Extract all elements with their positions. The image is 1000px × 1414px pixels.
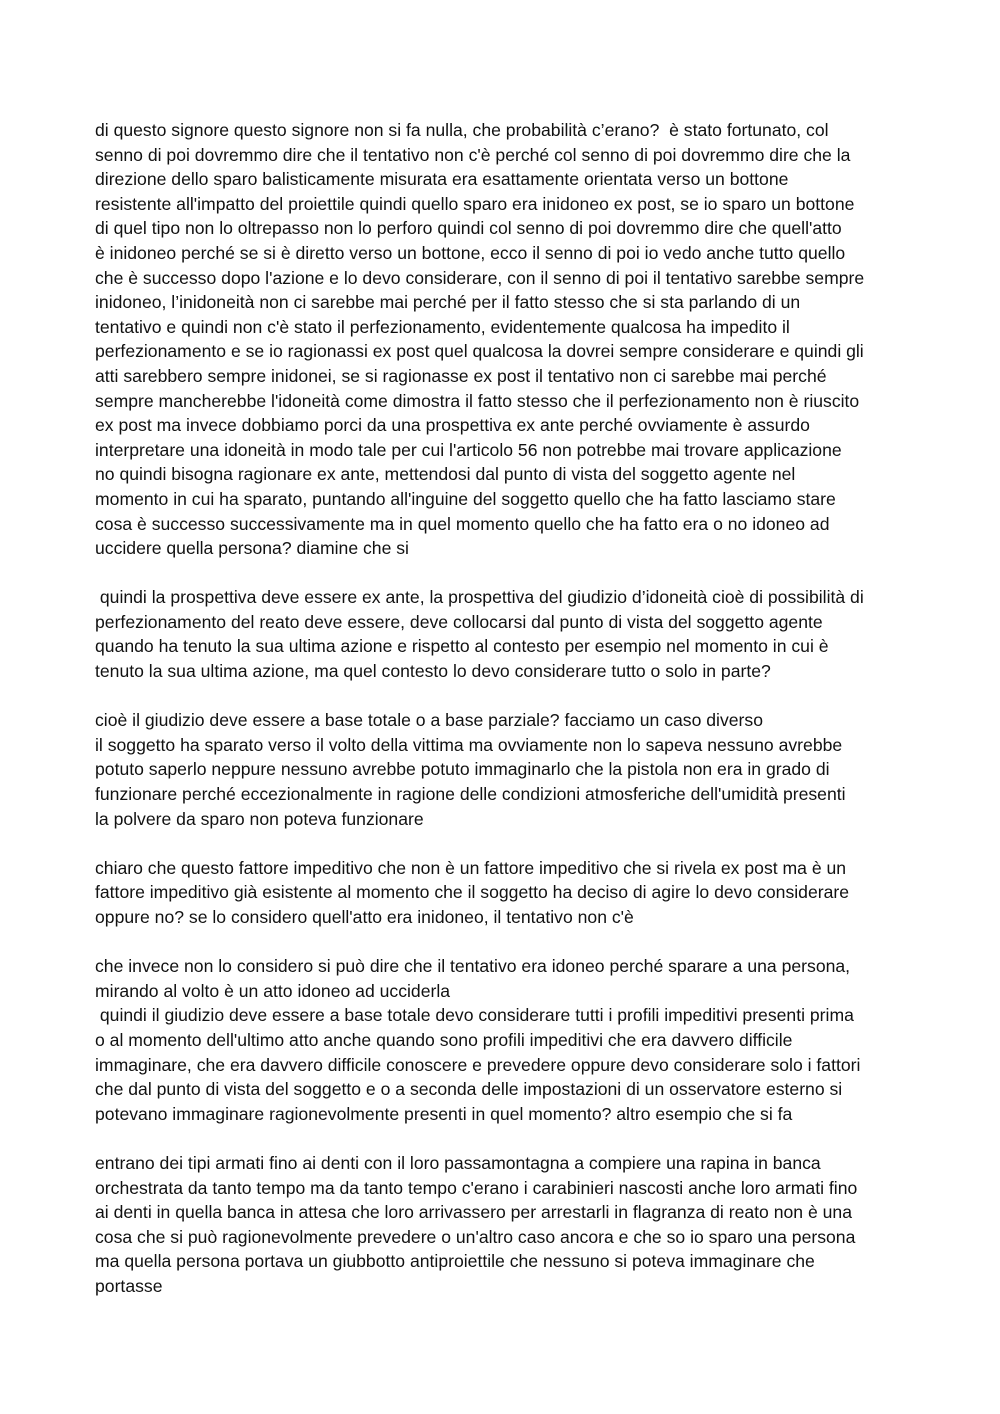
text-line: perfezionamento del reato deve essere, deve collocarsi dal punto di vista del soggetto agente (95, 611, 823, 632)
text-line: quindi il giudizio deve essere a base totale devo considerare tutti i profili impeditivi presenti prima (95, 1005, 854, 1026)
text-line: cosa che si può ragionevolmente prevedere o un'altro caso ancora e che so io sparo una persona (95, 1226, 856, 1247)
text-line: di questo signore questo signore non si fa nulla, che probabilità c’erano? è stato fortunato, col (95, 120, 829, 140)
text-line: di quel tipo non lo oltrepasso non lo perforo quindi col senno di poi dovremmo dire che quell'atto (95, 218, 842, 239)
text-line: interpretare una idoneità in modo tale per cui l'articolo 56 non potrebbe mai trovare applicazione (95, 439, 842, 460)
text-line: cosa è successo successivamente ma in quel momento quello che ha fatto era o no idoneo ad (95, 513, 830, 534)
text-line: che è successo dopo l'azione e lo devo considerare, con il senno di poi il tentativo sarebbe sempre (95, 267, 865, 288)
text-line: che dal punto di vista del soggetto e o a seconda delle impostazioni di un osservatore esterno si (95, 1079, 843, 1100)
text-line: portasse (95, 1275, 163, 1296)
text-line: fattore impeditivo già esistente al momento che il soggetto ha deciso di agire lo devo considerare (95, 882, 850, 903)
document-page (95, 118, 915, 1299)
text-line: immaginare, che era davvero difficile conoscere e prevedere oppure devo considerare solo i fattori (95, 1054, 861, 1075)
text-line: è inidoneo perché se si è diretto verso un bottone, ecco il senno di poi io vedo anche tutto quello (95, 242, 846, 263)
text-line: mirando al volto è un atto idoneo ad ucciderla (95, 980, 451, 1001)
text-line: inidoneo, l’inidoneità non ci sarebbe mai perché per il fatto stesso che si sta parlando di un (95, 292, 801, 313)
paragraph (95, 856, 915, 930)
text-line: potuto saperlo neppure nessuno avrebbe potuto immaginarlo che la pistola non era in grado di (95, 759, 830, 780)
text-line: orchestrata da tanto tempo ma da tanto tempo c'erano i carabinieri nascosti anche loro armati fino (95, 1177, 858, 1198)
text-line: sempre mancherebbe l'idoneità come dimostra il fatto stesso che il perfezionamento non è riuscito (95, 390, 860, 411)
text-line: funzionare perché eccezionalmente in ragione delle condizioni atmosferiche dell'umidità presenti (95, 784, 846, 805)
text-line: ex post ma invece dobbiamo porci da una prospettiva ex ante perché ovviamente è assurdo (95, 415, 810, 436)
text-line: o al momento dell'ultimo atto anche quando sono profili impeditivi che era davvero difficile (95, 1029, 793, 1050)
text-line: uccidere quella persona? diamine che si (95, 538, 409, 559)
text-line: perfezionamento e se io ragionassi ex post quel qualcosa la dovrei sempre considerare e quindi gli (95, 341, 864, 362)
text-line: cioè il giudizio deve essere a base totale o a base parziale? facciamo un caso diverso (95, 710, 763, 731)
text-line: che invece non lo considero si può dire che il tentativo era idoneo perché sparare a una persona, (95, 956, 851, 977)
text-line: quando ha tenuto la sua ultima azione e rispetto al contesto per esempio nel momento in cui è (95, 636, 829, 657)
text-line: ai denti in quella banca in attesa che loro arrivassero per arrestarli in flagranza di reato non è una (95, 1202, 852, 1223)
paragraph (95, 118, 915, 561)
text-line: il soggetto ha sparato verso il volto della vittima ma ovviamente non lo sapeva nessuno avrebbe (95, 734, 843, 755)
text-line: atti sarebbero sempre inidonei, se si ragionasse ex post il tentativo non ci sarebbe mai perché (95, 365, 827, 386)
text-line: direzione dello sparo balisticamente misurata era esattamente orientata verso un bottone (95, 169, 789, 190)
text-line: tentativo e quindi non c'è stato il perfezionamento, evidentemente qualcosa ha impedito il (95, 316, 790, 337)
paragraph (95, 708, 915, 831)
paragraph (95, 585, 915, 683)
text-line: tenuto la sua ultima azione, ma quel contesto lo devo considerare tutto o solo in parte? (95, 661, 771, 682)
text-line: senno di poi dovremmo dire che il tentativo non c'è perché col senno di poi dovremmo dire che la (95, 144, 851, 165)
text-line: potevano immaginare ragionevolmente presenti in quel momento? altro esempio che si fa (95, 1103, 793, 1124)
text-line: entrano dei tipi armati fino ai denti con il loro passamontagna a compiere una rapina in banca (95, 1152, 821, 1173)
text-line: no quindi bisogna ragionare ex ante, mettendosi dal punto di vista del soggetto agente nel (95, 464, 796, 485)
text-line: quindi la prospettiva deve essere ex ante, la prospettiva del giudizio d’idoneità cioè di possibilità di (95, 587, 864, 608)
text-line: oppure no? se lo considero quell'atto era inidoneo, il tentativo non c'è (95, 907, 634, 927)
paragraph (95, 954, 915, 1126)
text-line: resistente all'impatto del proiettile quindi quello sparo era inidoneo ex post, se io sparo un bottone (95, 193, 855, 214)
paragraph (95, 1151, 915, 1299)
text-line: chiaro che questo fattore impeditivo che non è un fattore impeditivo che si rivela ex post ma è un (95, 857, 847, 878)
text-line: la polvere da sparo non poteva funzionare (95, 808, 424, 829)
text-line: momento in cui ha sparato, puntando all'inguine del soggetto quello che ha fatto lasciamo stare (95, 488, 836, 509)
text-line: ma quella persona portava un giubbotto antiproiettile che nessuno si poteva immaginare che (95, 1251, 815, 1272)
